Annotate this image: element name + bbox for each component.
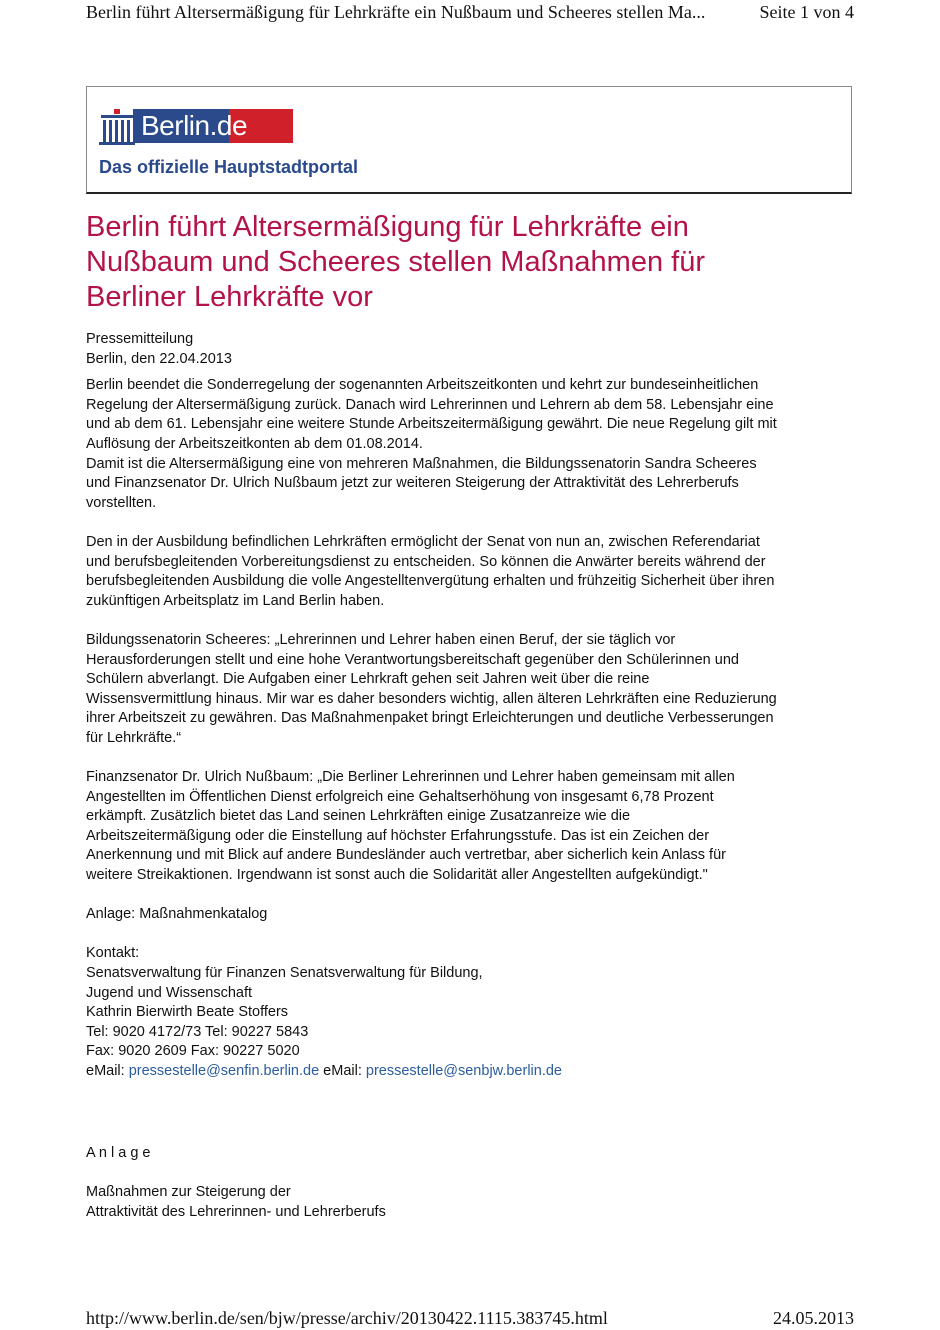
email-link-senfin[interactable]: pressestelle@senfin.berlin.de	[128, 1062, 320, 1079]
contact-line: Fax: 9020 2609 Fax: 90227 5020	[86, 1043, 300, 1060]
email-label: eMail:	[86, 1062, 129, 1079]
text-line: Herausforderungen stellt und eine hohe Verantwortungsbereitschaft gegenüber den Schülerinnen und	[86, 651, 739, 668]
text-line: Den in der Ausbildung befindlichen Lehrkräften ermöglicht der Senat von nun an, zwischen Referendariat	[86, 533, 760, 550]
text-line: Damit ist die Altersermäßigung eine von mehreren Maßnahmen, die Bildungssenatorin Sandra Scheeres	[86, 455, 757, 472]
text-line: ihrer Arbeitszeit zu gewähren. Das Maßnahmenpaket bringt Erleichterungen und deutliche Verbesserungen	[86, 710, 774, 727]
print-header-title: Berlin führt Altersermäßigung für Lehrkräfte ein Nußbaum und Scheeres stellen Ma...	[86, 2, 706, 22]
text-line: weitere Streikaktionen. Irgendwann ist sonst auch die Solidarität aller Angestellten aufgekündigt."	[86, 867, 708, 884]
contact-line: Kathrin Bierwirth Beate Stoffers	[86, 1004, 289, 1021]
email-label: eMail:	[319, 1062, 366, 1079]
contact-line: Jugend und Wissenschaft	[86, 984, 253, 1001]
email-link-senbjw[interactable]: pressestelle@senbjw.berlin.de	[365, 1062, 562, 1079]
logo-tld: .de	[209, 110, 248, 141]
text-line: Arbeitszeitermäßigung oder die Einstellung auf höchster Erfahrungsstufe. Das ist ein Zeichen der	[86, 827, 710, 844]
brandenburg-gate-icon	[99, 107, 135, 147]
attachment-note: Anlage: Maßnahmenkatalog	[86, 906, 268, 923]
text-line: Anerkennung und mit Blick auf andere Bundesländer auch vertretbar, aber sicherlich kein Anlass für	[86, 847, 726, 864]
contact-line: Senatsverwaltung für Finanzen Senatsverwaltung für Bildung,	[86, 965, 483, 981]
text-line: Regelung der Altersermäßigung zurück. Danach wird Lehrerinnen und Lehrern ab dem 58. Lebensjahr eine	[86, 396, 774, 413]
article-type: Pressemitteilung	[86, 331, 194, 347]
logo-brand: Berlin	[141, 110, 210, 141]
contact-block	[86, 944, 846, 1081]
logo-wordmark	[141, 109, 247, 143]
anlage-line: Maßnahmen zur Steigerung der	[86, 1184, 291, 1201]
paragraph-3	[86, 631, 846, 749]
text-line: berufsbegleitenden Ausbildung die volle Angestelltenvergütung erhalten und frühzeitig Sicherheit über ihren	[86, 573, 775, 590]
site-logo-banner[interactable]	[86, 86, 852, 194]
text-line: für Lehrkräfte.“	[86, 729, 182, 746]
paragraph-4	[86, 768, 846, 886]
text-line: und ab dem 61. Lebensjahr eine weitere Stunde Arbeitszeitermäßigung gewährt. Die neue Regelung gilt mit	[86, 416, 777, 433]
title-line: Nußbaum und Scheeres stellen Maßnahmen für	[86, 246, 705, 278]
text-line: Auflösung der Arbeitszeitkonten ab dem 01.08.2014.	[86, 435, 423, 452]
title-line: Berliner Lehrkräfte vor	[86, 281, 373, 313]
text-line: erkämpft. Zusätzlich bietet das Land seinen Lehrkräften einige Zusatzanreize wie die	[86, 808, 631, 825]
text-line: und berufsbegleitenden Vorbereitungsdienst zu entscheiden. So können die Anwärter bereits während der	[86, 553, 766, 570]
logo-tagline: Das offizielle Hauptstadtportal	[99, 157, 359, 177]
paragraph-1	[86, 376, 846, 513]
text-line: Wissensvermittlung hinaus. Mir war es daher besonders wichtig, allen älteren Lehrkräften eine Reduzierung	[86, 690, 777, 707]
anlage-heading: A n l a g e	[86, 1145, 151, 1161]
contact-line: Tel: 9020 4172/73 Tel: 90227 5843	[86, 1023, 309, 1040]
contact-email-line	[86, 1062, 846, 1082]
text-line: Bildungssenatorin Scheeres: „Lehrerinnen und Lehrer haben einen Beruf, der sie täglich vor	[86, 631, 676, 648]
paragraph-2	[86, 533, 846, 611]
text-line: zukünftigen Arbeitsplatz im Land Berlin haben.	[86, 592, 385, 609]
article-date: Berlin, den 22.04.2013	[86, 350, 232, 367]
print-header-page-number: Seite 1 von 4	[759, 2, 854, 22]
text-line: vorstellten.	[86, 494, 157, 511]
anlage-line: Attraktivität des Lehrerinnen- und Lehrerberufs	[86, 1203, 386, 1220]
title-line: Berlin führt Altersermäßigung für Lehrkräfte ein	[86, 211, 689, 243]
anlage-section	[86, 1144, 846, 1222]
print-footer-date: 24.05.2013	[773, 1308, 854, 1328]
contact-label: Kontakt:	[86, 945, 140, 962]
article-title	[86, 210, 846, 315]
article-body	[86, 330, 846, 1082]
text-line: Angestellten im Öffentlichen Dienst erfolgreich eine Gehaltserhöhung von insgesamt 6,78 Prozent	[86, 788, 714, 805]
text-line: Finanzsenator Dr. Ulrich Nußbaum: „Die Berliner Lehrerinnen und Lehrer haben gemeinsam mit allen	[86, 769, 735, 786]
text-line: Berlin beendet die Sonderregelung der sogenannten Arbeitszeitkonten und kehrt zur bundeseinheitlichen	[86, 377, 759, 394]
text-line: und Finanzsenator Dr. Ulrich Nußbaum jetzt zur weiteren Steigerung der Attraktivität des Lehrerberufs	[86, 475, 739, 492]
text-line: Schülern abverlangt. Die Aufgaben einer Lehrkraft gehen seit Jahren weit über die reine	[86, 671, 650, 688]
print-footer-url: http://www.berlin.de/sen/bjw/presse/archiv/20130422.1115.383745.html	[86, 1308, 608, 1328]
